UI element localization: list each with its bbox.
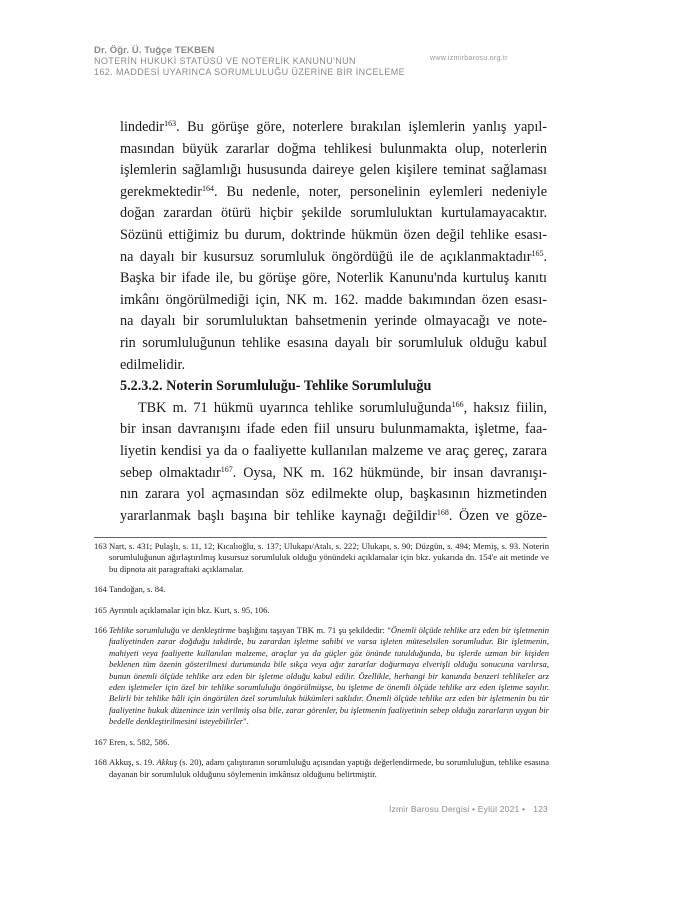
text-line: yararlanmak başlı başına bir tehlike kaynağı değildir$^{168}$. Özen ve göze- <box>120 507 547 524</box>
footnote-text-italic: Tehlike sorumluluğu ve denkleştirme <box>109 625 236 636</box>
footnote-168 <box>94 757 549 780</box>
text-line: işlemlerin sağlamlığı hususunda daireye gelen kişilere teminat sağlaması <box>120 162 547 179</box>
page-footer <box>340 804 548 814</box>
footnote-165 <box>94 605 549 616</box>
footnote-number: 168 <box>94 757 107 768</box>
footnote-text-italic: Akkuş <box>156 757 178 768</box>
text-line: masından büyük zararlar doğma tehlikesi bulunmakta olup, noterlerin <box>120 140 547 157</box>
header-title-line-1: NOTERİN HUKUKİ STATÜSÜ VE NOTERLİK KANUNU'NUN <box>94 56 356 66</box>
text-line: liyetin kendisi ya da o faaliyette kullanılan malzeme ve araç gereç, zarara <box>120 442 547 459</box>
footer-journal: İzmir Barosu Dergisi • Eylül 2021 • <box>388 804 526 814</box>
text-line: nın zarara yol açmasından söz edilmekte olup, başkasının hizmetinden <box>120 486 547 503</box>
text-line: Sözünü ettiğimiz bu durum, doktrinde hükmün özen değil tehlike esası- <box>120 226 547 243</box>
footnote-166 <box>94 625 549 728</box>
footnote-text: Akkuş, s. 19. <box>109 757 157 768</box>
footnote-number: 166 <box>94 625 107 636</box>
text-line: rin sorumluluğunun tehlike esasına dayalı bir sorumluluk olduğu kabul <box>120 334 547 351</box>
header-title-line-2: 162. MADDESİ UYARINCA SORUMLULUĞU ÜZERİNE BİR İNCELEME <box>94 67 405 77</box>
footnote-ref-164[interactable]: 164 <box>201 183 214 193</box>
footnote-ref-166[interactable]: 166 <box>451 399 464 409</box>
text-line: imkânı öngörülmediği için, NK m. 162. madde bakımından özen esası- <box>120 291 547 308</box>
footnote-ref-167[interactable]: 167 <box>220 464 233 474</box>
footnote-number: 164 <box>94 584 107 595</box>
footnote-text: (s. 20), adam çalıştıranın sorumluluğu açısından yaptığı değerlendirmede, bu sorumluluğun, tehlike esasına dayanan bir sorumluluk olduğunu söylemenin imkânsız olduğunu belirtmiştir. <box>109 757 550 779</box>
footnote-164 <box>94 584 549 595</box>
footnote-text: Nart, s. 431; Pulaşlı, s. 11, 12; Kıcalıoğlu, s. 137; Ulukapı/Atalı, s. 222; Ulukapı, s. 90; Düzgün, s. 494; Memiş, s. 93. Noterin sorumluluğunun ağırlaştırılmış kusursuz sorumluluk olduğu yönündeki açıklamalar için bkz. yukarıda dn. 154'e ait metinde ve bu dipnota ait paragraftaki açıklamalar. <box>109 541 549 574</box>
section-heading: 5.2.3.2. Noterin Sorumluluğu- Tehlike Sorumluluğu <box>120 378 432 395</box>
text-line: na dayalı bir sorumluluktan bahsetmenin yerinde olmayacağı ve note- <box>120 313 547 330</box>
footnote-number: 165 <box>94 604 107 615</box>
header-author: Dr. Öğr. Ü. Tuğçe TEKBEN <box>94 45 215 56</box>
text-line: doğan zarardan ötürü hiçbir şekilde sorumluluktan kurtulamayacaktır. <box>120 205 547 222</box>
text-line: sebep olmaktadır$^{167}$. Oysa, NK m. 162 hükmünde, bir insan davranışı- <box>120 464 547 481</box>
footnote-167 <box>94 737 549 748</box>
footnotes <box>94 541 549 789</box>
footnote-number: 163 <box>94 541 107 551</box>
body-text <box>120 117 547 527</box>
paragraph-1 <box>120 117 547 376</box>
text-line: lindedir$^{163}$. Bu görüşe göre, noterlere bırakılan işlemlerin yanlış yapıl- <box>120 119 547 135</box>
footnote-quote: Önemli ölçüde tehlike arz eden bir işletmenin faaliyetinden zarar doğduğu takdirde, bu zarardan işletme sahibi ve varsa işleten müteselsilen sorumludur. Bir işletmenin, mahiyeti veya faaliyette kullanılan malzeme, araçlar ya da güçler göz önünde tutulduğunda, bu işlerde uzman bir kişiden beklenen tüm özenin gösterilmesi durumunda bile sıkça veya ağır zararlar doğurmaya elverişli olduğu sonucuna varılırsa, bunun önemli ölçüde tehlike arz eden bir işletme olduğu kabul edilir. Özellikle, herhangi bir kanunda benzeri tehlikeler arz eden işletmeler için özel bir tehlike sorumluluğu öngörülmüşse, bu işletme de önemli ölçüde tehlike arz eden işletme sayılır. Belirli bir tehlike hâli için öngörülen özel sorumluluk hükümleri saklıdır. Önemli ölçüde tehlike arz eden bir işletmenin bu tür faaliyetine hukuk düzenince izin verilmiş olsa bile, zarar görenler, bu işletmenin faaliyetinin sebep olduğu zararların uygun bir bedelle denkleştirilmesini isteyebilirler <box>109 625 549 727</box>
footnote-163 <box>94 541 549 575</box>
text-line: TBK m. 71 hükmü uyarınca tehlike sorumluluğunda$^{166}$, haksız fiilin, <box>138 399 547 416</box>
footnote-ref-163[interactable]: 163 <box>164 119 177 128</box>
text-line: bir insan davranışını ifade eden fiil unsuru bulunmamakta, işletme, faa- <box>120 421 547 438</box>
footnote-ref-168[interactable]: 168 <box>436 507 449 517</box>
footnote-text: Tandoğan, s. 84. <box>109 584 166 595</box>
text-line: edilmelidir. <box>120 356 186 373</box>
text-line: na dayalı bir kusursuz sorumluluk öngördüğü ile de açıklanmaktadır$^{165}$. <box>120 248 547 265</box>
footnote-text: ". <box>243 716 249 727</box>
text-line: Başka bir ifade ile, bu görüşe göre, Noterlik Kanunu'nda kurtuluş kanıtı <box>120 270 547 287</box>
paragraph-2 <box>120 398 547 528</box>
footnote-divider <box>94 537 547 538</box>
footnote-number: 167 <box>94 736 107 747</box>
footnote-text: başlığını taşıyan TBK m. 71 şu şekildedir: " <box>235 625 391 636</box>
footnote-ref-165[interactable]: 165 <box>531 248 544 258</box>
text-line: gerekmektedir$^{164}$. Bu nedenle, noter, personelinin eylemleri nedeniyle <box>120 183 547 200</box>
header-url: www.izmirbarosu.org.tr <box>430 55 508 62</box>
page-number: 123 <box>533 804 548 814</box>
footnote-text: Eren, s. 582, 586. <box>109 736 170 747</box>
footnote-text: Ayrıntılı açıklamalar için bkz. Kurt, s. 95, 106. <box>109 604 270 615</box>
